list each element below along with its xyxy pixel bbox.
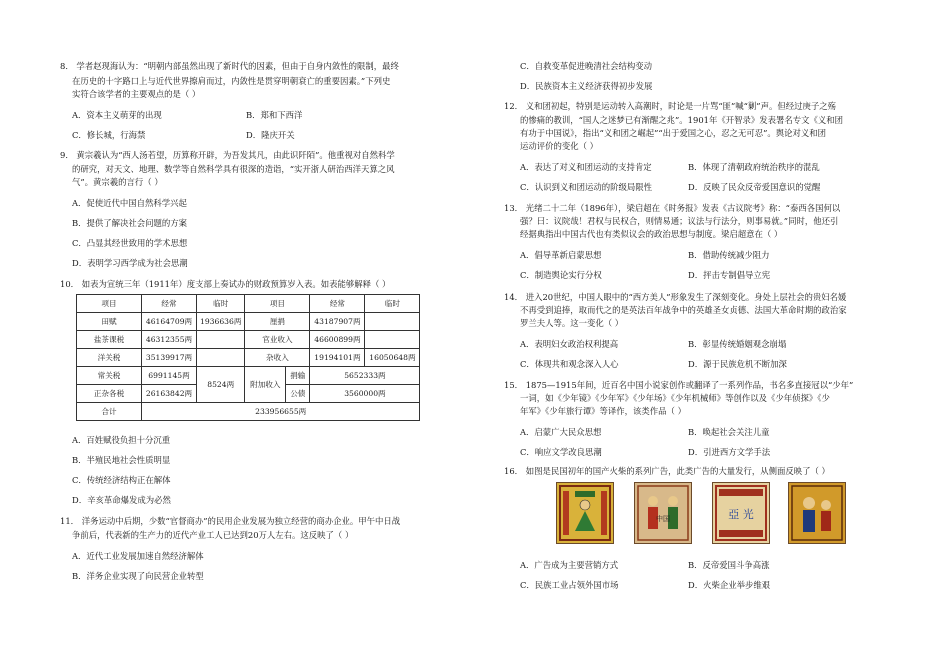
table-cell: 8524两: [197, 367, 245, 403]
q10-line-1: 10． 如表为宣统三年（1911年）度支部上奏试办的财政预算岁入表。如表能够解释（ ）: [60, 279, 391, 289]
table-cell: [365, 331, 420, 349]
table-cell: 洋关税: [77, 349, 142, 367]
poster-2-label: 中国: [656, 515, 670, 523]
q12-option-b[interactable]: B．体现了清朝政府统治秩序的混乱: [688, 162, 820, 172]
table-header: 经常: [142, 295, 197, 313]
q12-option-c[interactable]: C．认识到义和团运动的阶级局限性: [520, 182, 653, 192]
q13-option-b[interactable]: B．借助传统减少阻力: [688, 250, 770, 260]
q9-line-2: 的研究，对天文、地理、数学等自然科学具有很深的造诣，“实开浙人研治西洋天算之风: [72, 164, 395, 174]
q8-line-3: 实符合该学者的主要观点的是（ ）: [72, 89, 201, 99]
q10-option-d[interactable]: D．辛亥革命爆发成为必然: [72, 495, 171, 505]
table-cell: 233956655两: [142, 403, 420, 421]
table-cell: 6991145两: [142, 367, 197, 385]
poster-illustration-icon: [635, 483, 691, 543]
q8-option-d[interactable]: D．隆庆开关: [246, 130, 295, 140]
q16-option-a[interactable]: A．广告成为主要营销方式: [520, 560, 619, 570]
q9-option-a[interactable]: A．促使近代中国自然科学兴起: [72, 198, 187, 208]
q8-line-2: 在历史的十字路口上与近代世界擦肩而过，内敛性是贯穿明朝衰亡的重要因素。”下列史: [72, 76, 391, 86]
table-header: 经常: [310, 295, 365, 313]
revenue-table: [76, 294, 420, 421]
q12-line-3: 有功于中国说》，指出“义和团之崛起”“出于爱国之心，忍之无可忍”。舆论对义和团: [520, 128, 827, 138]
q13-option-d[interactable]: D．抨击专制倡导立宪: [688, 270, 771, 280]
q14-option-b[interactable]: B．彰显传统婚姻观念崩塌: [688, 339, 787, 349]
q9-line-3: 气”。黄宗羲的言行（ ）: [72, 177, 163, 187]
table-cell: 5652333两: [310, 367, 420, 385]
table-cell: 合计: [77, 403, 142, 421]
q14-option-a[interactable]: A．表明妇女政治权利提高: [520, 339, 619, 349]
q14-option-d[interactable]: D．源于民族危机不断加深: [688, 359, 787, 369]
table-cell: [197, 349, 245, 367]
table-row: [77, 367, 420, 385]
match-advert-poster-2: [634, 482, 692, 544]
q12-option-a[interactable]: A．表达了对义和团运动的支持肯定: [520, 162, 652, 172]
match-advert-poster-3: [712, 482, 770, 544]
q14-line-3: 罗兰夫人等。这一变化（ ）: [520, 318, 624, 328]
table-cell: 16050648两: [365, 349, 420, 367]
q14-line-1: 14． 进入20世纪，中国人眼中的“西方美人”形象发生了深刻变化。身处上层社会的贵妇名媛: [504, 292, 847, 302]
q15-line-1: 15． 1875—1915年间，近百名中国小说家创作或翻译了一系列作品，书名多直接冠以“少年”: [504, 380, 854, 390]
q16-line-1: 16． 如图是民国初年的国产火柴的系列广告，此类广告的大量发行，从侧面反映了（ ）: [504, 466, 830, 476]
table-header: 项目: [77, 295, 142, 313]
q8-option-c[interactable]: C．修长城，行海禁: [72, 130, 146, 140]
table-row: [77, 349, 420, 367]
q15-option-a[interactable]: A．启蒙广大民众思想: [520, 427, 602, 437]
q11-option-b[interactable]: B．洋务企业实现了向民营企业转型: [72, 571, 204, 581]
table-cell: 46600899两: [310, 331, 365, 349]
q15-option-b[interactable]: B．唤起社会关注儿童: [688, 427, 770, 437]
q11-line-2: 争前后，代表新的生产力的近代产业工人已达到20万人左右。这反映了（ ）: [72, 530, 354, 540]
table-cell: 厘捐: [245, 313, 310, 331]
q10-option-a[interactable]: A．百姓赋役负担十分沉重: [72, 435, 171, 445]
q15-option-c[interactable]: C．响应文学改良思潮: [520, 447, 602, 457]
q12-line-2: 的惨痛的教训，“国人之迷梦已有渐醒之兆”。1901年《开智录》发表署名专文《义和团: [520, 115, 843, 125]
match-advert-poster-1: [556, 482, 614, 544]
q13-option-c[interactable]: C．制造舆论实行分权: [520, 270, 602, 280]
q11-line-1: 11． 洋务运动中后期，少数“官督商办”的民用企业发展为独立经营的商办企业。甲午中日战: [60, 516, 401, 526]
q8-line-1: 8． 学者赵现海认为：“明朝内部虽然出现了新时代的因素，但由于自身内敛性的限制，最终: [60, 61, 399, 71]
table-cell: 1936636两: [197, 313, 245, 331]
poster-illustration-icon: [789, 483, 845, 543]
table-total-row: [77, 403, 420, 421]
q9-line-1: 9． 黄宗羲认为“西人汤若望，历算称开辟，为吾发其凡，由此识阡陌”。他重视对自然科学: [60, 150, 395, 160]
q13-line-3: 经据典指出中国古代也有类似议会的政治思想与制度。梁启超意在（ ）: [520, 229, 783, 239]
table-header: 项目: [245, 295, 310, 313]
q13-line-1: 13． 光绪二十二年（1896年），梁启超在《时务报》发表《古议院考》称：“泰西各国何以: [504, 203, 841, 213]
table-cell: 19194101两: [310, 349, 365, 367]
table-cell: 43187907两: [310, 313, 365, 331]
table-header-row: [77, 295, 420, 313]
q9-option-c[interactable]: C．凸显其经世致用的学术思想: [72, 238, 188, 248]
q16-option-c[interactable]: C．民族工业占领外国市场: [520, 580, 619, 590]
poster-3-label: 亞 光: [728, 508, 754, 521]
q12-option-d[interactable]: D．反映了民众反帝爱国意识的觉醒: [688, 182, 821, 192]
table-header: 临时: [197, 295, 245, 313]
table-cell: 杂收入: [245, 349, 310, 367]
q10-option-c[interactable]: C．传统经济结构正在解体: [72, 475, 171, 485]
table-cell: 常关税: [77, 367, 142, 385]
table-cell: 公债: [286, 385, 310, 403]
q15-line-2: 一词，如《少年镜》《少年军》《少年场》《少年机械师》等创作以及《少年侦探》《少: [520, 393, 830, 403]
table-cell: 田赋: [77, 313, 142, 331]
poster-illustration-icon: [557, 483, 613, 543]
q12-line-4: 运动评价的变化（ ）: [520, 141, 599, 151]
q9-option-b[interactable]: B．提供了解决社会问题的方案: [72, 218, 188, 228]
table-cell: 附加收入: [245, 367, 286, 403]
table-row: [77, 313, 420, 331]
q8-option-a[interactable]: A．资本主义萌芽的出现: [72, 110, 162, 120]
q12-line-1: 12． 义和团初起，特别是运动转入高潮时，时论是一片骂“匪”喊“剿”声。但经过庚子之殇: [504, 101, 836, 111]
table-cell: 正杂各税: [77, 385, 142, 403]
q11-option-d[interactable]: D．民族资本主义经济获得初步发展: [520, 81, 653, 91]
q15-line-3: 年军》《少年旅行谭》等译作，该类作品（ ）: [520, 406, 686, 416]
table-cell: 35139917两: [142, 349, 197, 367]
q16-option-d[interactable]: D．火柴企业举步维艰: [688, 580, 771, 590]
q10-option-b[interactable]: B．半殖民地社会性质明显: [72, 455, 171, 465]
table-cell: [197, 331, 245, 349]
table-cell: [365, 313, 420, 331]
q13-option-a[interactable]: A．倡导革新启蒙思想: [520, 250, 602, 260]
table-cell: 46164709两: [142, 313, 197, 331]
q11-option-a[interactable]: A．近代工业发展加速自然经济解体: [72, 551, 204, 561]
table-cell: 26163842两: [142, 385, 197, 403]
q15-option-d[interactable]: D．引进西方文学手法: [688, 447, 771, 457]
q16-option-b[interactable]: B．反帝爱国斗争高涨: [688, 560, 770, 570]
table-cell: 官业收入: [245, 331, 310, 349]
q14-option-c[interactable]: C．体现共和观念深入人心: [520, 359, 619, 369]
q9-option-d[interactable]: D．表明学习西学成为社会思潮: [72, 258, 188, 268]
table-cell: 3560000两: [310, 385, 420, 403]
match-advert-poster-4: [788, 482, 846, 544]
table-header: 临时: [365, 295, 420, 313]
table-cell: 盐茶课税: [77, 331, 142, 349]
table-cell: 捐输: [286, 367, 310, 385]
table-cell: 46312355两: [142, 331, 197, 349]
q8-option-b[interactable]: B．郑和下西洋: [246, 110, 303, 120]
table-row: [77, 331, 420, 349]
q14-line-2: 不再受到追捧，取而代之的是英法百年战争中的英雄圣女贞德、法国大革命时期的政治家: [520, 305, 847, 315]
poster-illustration-icon: [713, 483, 769, 543]
q11-option-c[interactable]: C．自救变革促进晚清社会结构变动: [520, 61, 653, 71]
q13-line-2: 强？曰：议院哉！君权与民权合，则情易通；议法与行法分，则事易就。”同时，他还引: [520, 216, 839, 226]
